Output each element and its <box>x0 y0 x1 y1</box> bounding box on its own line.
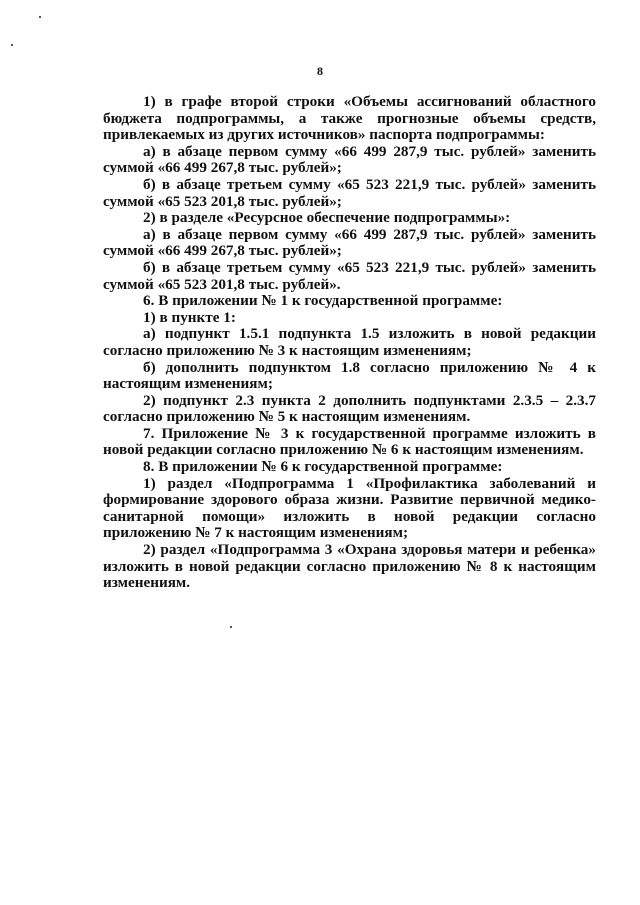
paragraph: а) подпункт 1.5.1 подпункта 1.5 изложить в новой редакции согласно приложению № 3 к настоящим изменениям; <box>103 325 596 359</box>
scan-speck <box>39 16 41 18</box>
paragraph: а) в абзаце первом сумму «66 499 287,9 тыс. рублей» заменить суммой «66 499 267,8 тыс. рублей»; <box>103 142 596 177</box>
paragraph: 1) в графе второй строки «Объемы ассигнований областного бюджета подпрограммы, а также прогнозные объемы средств, привлекаемых из других источников» паспорта подпрограммы: <box>103 93 596 144</box>
scan-speck <box>11 44 13 46</box>
paragraph: 6. В приложении № 1 к государственной программе: <box>143 292 503 310</box>
paragraph: б) в абзаце третьем сумму «65 523 221,9 тыс. рублей» заменить суммой «65 523 201,8 тыс. рублей». <box>103 258 596 293</box>
paragraph: 8. В приложении № 6 к государственной программе: <box>143 458 503 476</box>
paragraph: 7. Приложение № 3 к государственной программе изложить в новой редакции согласно приложению № 6 к настоящим изменениям. <box>103 424 596 459</box>
page-number: 8 <box>317 64 323 78</box>
paragraph: 2) подпункт 2.3 пункта 2 дополнить подпунктами 2.3.5 – 2.3.7 согласно приложению № 5 к настоящим изменениям. <box>103 391 596 426</box>
scan-speck <box>230 626 232 628</box>
paragraph: б) дополнить подпунктом 1.8 согласно приложению № 4 к настоящим изменениям; <box>103 358 596 393</box>
paragraph: 2) раздел «Подпрограмма 3 «Охрана здоровья матери и ребенка» изложить в новой редакции согласно приложению № 8 к настоящим изменениям. <box>103 541 596 592</box>
paragraph: 2) в разделе «Ресурсное обеспечение подпрограммы»: <box>143 209 511 227</box>
paragraph: 1) раздел «Подпрограмма 1 «Профилактика заболеваний и формирование здорового образа жизни. Развитие первичной медико-санитарной помощи» изложить в новой редакции согласно приложению № 7 к настоящим изменениям; <box>103 474 596 542</box>
paragraph: а) в абзаце первом сумму «66 499 287,9 тыс. рублей» заменить суммой «66 499 267,8 тыс. рублей»; <box>103 225 596 260</box>
paragraph: 1) в пункте 1: <box>143 308 236 326</box>
paragraph: б) в абзаце третьем сумму «65 523 221,9 тыс. рублей» заменить суммой «65 523 201,8 тыс. рублей»; <box>103 175 596 210</box>
document-body <box>103 94 596 592</box>
